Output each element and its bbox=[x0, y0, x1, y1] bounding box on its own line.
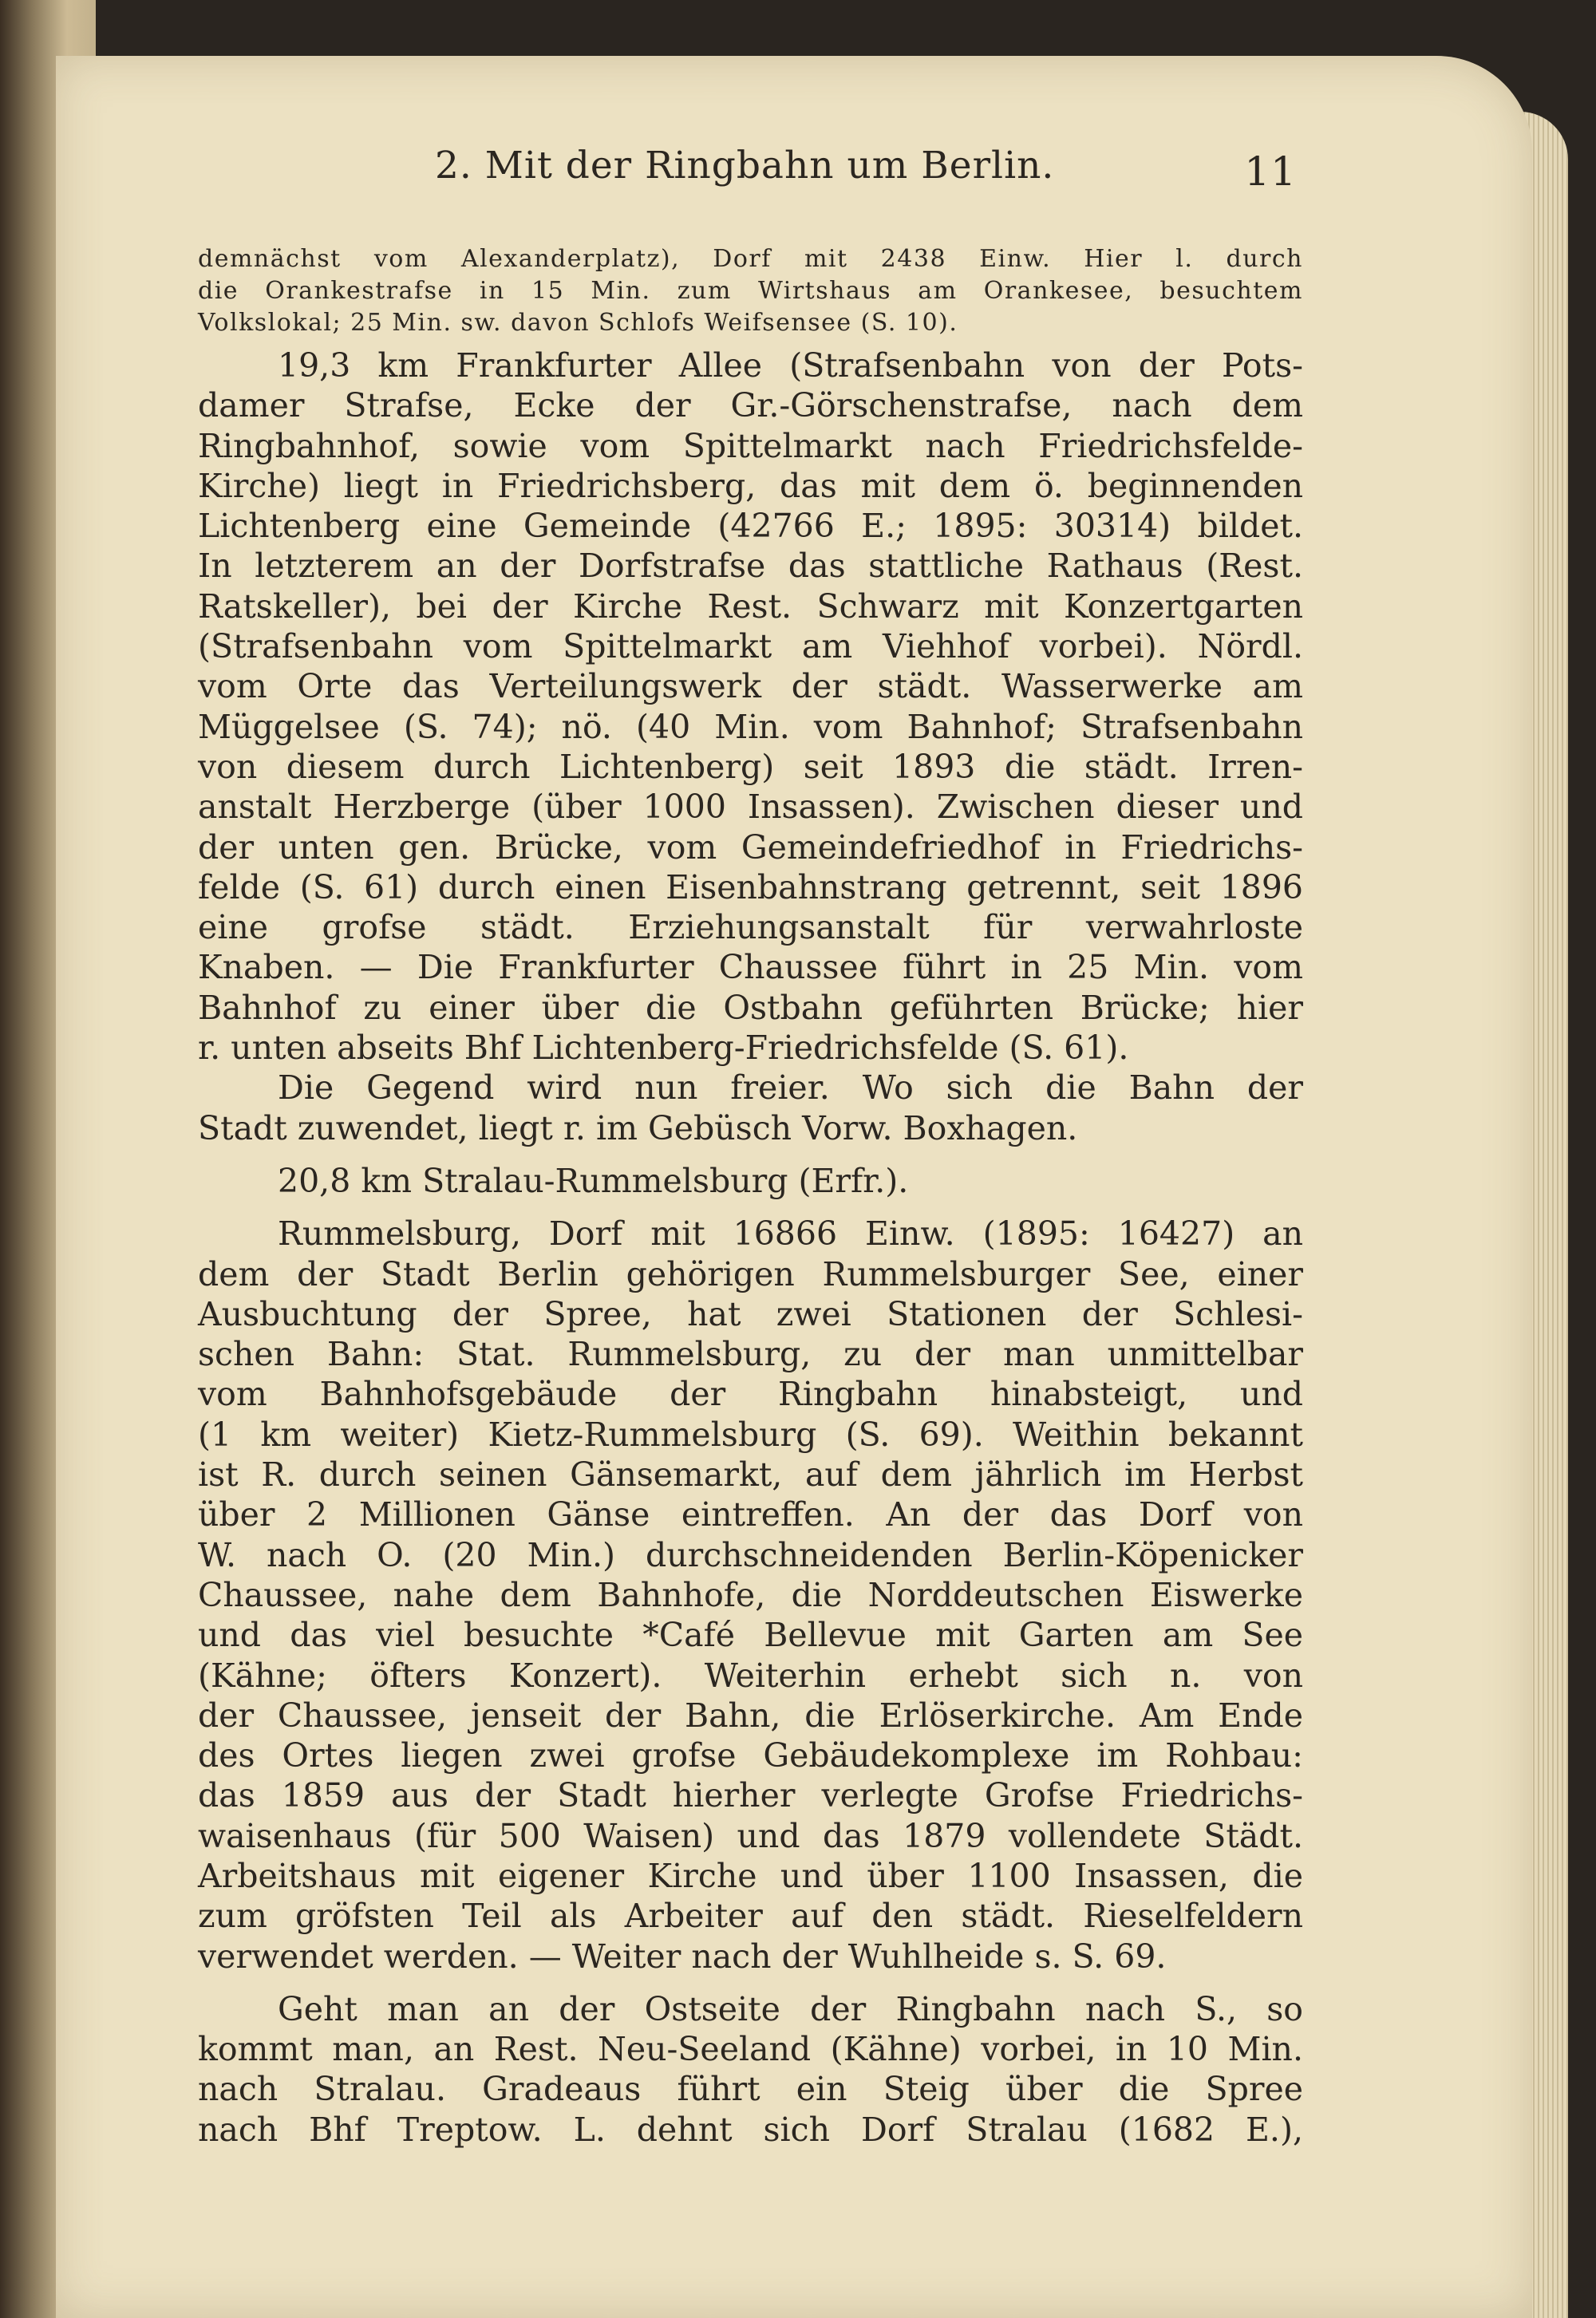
paragraph-stralau bbox=[198, 1989, 1303, 2150]
text-line: zum gröfsten Teil als Arbeiter auf den städt. Rieselfeldern bbox=[198, 1897, 1303, 1936]
text-line: Arbeitshaus mit eigener Kirche und über 1100 Insassen, die bbox=[198, 1856, 1303, 1895]
text-line: Ratskeller), bei der Kirche Rest. Schwarz mit Konzertgarten bbox=[198, 586, 1303, 626]
text-line: Geht man an der Ostseite der Ringbahn nach S., so bbox=[278, 1989, 1303, 2028]
text-line: (Strafsenbahn vom Spittelmarkt am Viehhof vorbei). Nördl. bbox=[198, 627, 1303, 666]
text-line: Chaussee, nahe dem Bahnhofe, die Norddeutschen Eiswerke bbox=[198, 1575, 1303, 1614]
text-line: Die Gegend wird nun freier. Wo sich die Bahn der bbox=[278, 1068, 1303, 1108]
text-line: (1 km weiter) Kietz-Rummelsburg (S. 69). Weithin bekannt bbox=[198, 1415, 1303, 1454]
text-line: des Ortes liegen zwei grofse Gebäudekomplexe im Rohbau: bbox=[198, 1736, 1303, 1775]
page-number: 11 bbox=[1244, 148, 1297, 195]
text-line: 20,8 km Stralau-Rummelsburg (Erfr.). bbox=[278, 1161, 909, 1200]
text-line: Knaben. — Die Frankfurter Chaussee führt in 25 Min. vom bbox=[198, 948, 1303, 987]
text-line: damer Strafse, Ecke der Gr.-Görschenstrafse, nach dem bbox=[198, 386, 1303, 425]
text-line: waisenhaus (für 500 Waisen) und das 1879 vollendete Städt. bbox=[198, 1816, 1303, 1855]
text-line: Stadt zuwendet, liegt r. im Gebüsch Vorw. Boxhagen. bbox=[198, 1108, 1078, 1147]
text-line: anstalt Herzberge (über 1000 Insassen). Zwischen dieser und bbox=[198, 788, 1303, 827]
text-line: und das viel besuchte *Café Bellevue mit Garten am See bbox=[198, 1616, 1303, 1655]
text-line: von diesem durch Lichtenberg) seit 1893 die städt. Irren- bbox=[198, 747, 1303, 786]
text-line: nach Stralau. Gradeaus führt ein Steig über die Spree bbox=[198, 2070, 1303, 2109]
text-line: der unten gen. Brücke, vom Gemeindefriedhof in Friedrichs- bbox=[198, 827, 1303, 867]
small-print-block bbox=[198, 243, 1303, 339]
text-line: dem der Stadt Berlin gehörigen Rummelsburger See, einer bbox=[198, 1254, 1303, 1293]
text-line: Rummelsburg, Dorf mit 16866 Einw. (1895: 16427) an bbox=[278, 1214, 1303, 1254]
text-line: r. unten abseits Bhf Lichtenberg-Friedrichsfelde (S. 61). bbox=[198, 1029, 1129, 1068]
chapter-title: 2. Mit der Ringbahn um Berlin. bbox=[435, 144, 1055, 188]
text-line: schen Bahn: Stat. Rummelsburg, zu der man unmittelbar bbox=[198, 1335, 1303, 1374]
text-line: Ringbahnhof, sowie vom Spittelmarkt nach Friedrichsfelde- bbox=[198, 426, 1303, 465]
text-line: In letzterem an der Dorfstrafse das stattliche Rathaus (Rest. bbox=[198, 547, 1303, 586]
paragraph-rummelsburg bbox=[198, 1214, 1303, 1976]
text-line: 19,3 km Frankfurter Allee (Strafsenbahn von der Pots- bbox=[278, 346, 1303, 385]
text-line: die Orankestrafse in 15 Min. zum Wirtshaus am Orankesee, besuchtem bbox=[198, 277, 1303, 305]
text-line: Bahnhof zu einer über die Ostbahn geführten Brücke; hier bbox=[198, 988, 1303, 1027]
text-line: das 1859 aus der Stadt hierher verlegte Grofse Friedrichs- bbox=[198, 1776, 1303, 1815]
text-line: verwendet werden. — Weiter nach der Wuhlheide s. S. 69. bbox=[198, 1937, 1167, 1976]
text-line: Lichtenberg eine Gemeinde (42766 E.; 1895: 30314) bildet. bbox=[198, 507, 1303, 546]
text-line: ist R. durch seinen Gänsemarkt, auf dem jährlich im Herbst bbox=[198, 1455, 1303, 1495]
text-line: der Chaussee, jenseit der Bahn, die Erlöserkirche. Am Ende bbox=[198, 1696, 1303, 1735]
text-line: felde (S. 61) durch einen Eisenbahnstrang getrennt, seit 1896 bbox=[198, 867, 1303, 906]
paragraph-boxhagen bbox=[198, 1068, 1303, 1148]
text-line: nach Bhf Treptow. L. dehnt sich Dorf Stralau (1682 E.), bbox=[198, 2110, 1303, 2149]
paragraph-stralau-rummelsburg bbox=[198, 1161, 1303, 1201]
text-line: Volkslokal; 25 Min. sw. davon Schlofs Weifsensee (S. 10). bbox=[198, 309, 958, 337]
text-line: Müggelsee (S. 74); nö. (40 Min. vom Bahnhof; Strafsenbahn bbox=[198, 707, 1303, 746]
text-line: eine grofse städt. Erziehungsanstalt für verwahrloste bbox=[198, 908, 1303, 947]
text-line: demnächst vom Alexanderplatz), Dorf mit 2438 Einw. Hier l. durch bbox=[198, 245, 1303, 273]
text-line: W. nach O. (20 Min.) durchschneidenden Berlin-Köpenicker bbox=[198, 1535, 1303, 1574]
text-line: Kirche) liegt in Friedrichsberg, das mit dem ö. beginnenden bbox=[198, 466, 1303, 505]
text-line: Ausbuchtung der Spree, hat zwei Stationen der Schlesi- bbox=[198, 1294, 1303, 1333]
text-line: über 2 Millionen Gänse eintreffen. An der das Dorf von bbox=[198, 1495, 1303, 1534]
text-line: kommt man, an Rest. Neu-Seeland (Kähne) vorbei, in 10 Min. bbox=[198, 2030, 1303, 2069]
paragraph-frankfurter-allee bbox=[198, 346, 1303, 1068]
body-text bbox=[198, 346, 1303, 2150]
text-line: vom Bahnhofsgebäude der Ringbahn hinabsteigt, und bbox=[198, 1375, 1303, 1414]
running-header bbox=[435, 144, 1297, 207]
text-line: vom Orte das Verteilungswerk der städt. Wasserwerke am bbox=[198, 667, 1303, 706]
text-line: (Kähne; öfters Konzert). Weiterhin erhebt sich n. von bbox=[198, 1656, 1303, 1695]
